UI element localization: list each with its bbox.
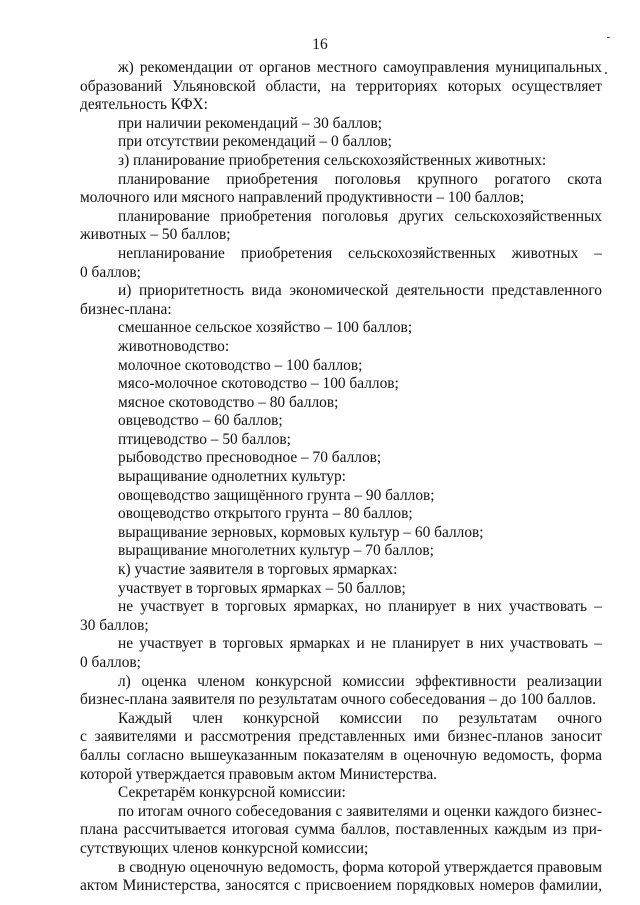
text-line: животных – 50 баллов; (80, 226, 231, 244)
page-number: 16 (312, 36, 328, 53)
text-line: не участвует в торговых ярмарках и не планирует в них участвовать – (118, 635, 602, 653)
text-line: Каждый член конкурсной комиссии по результатам очного (118, 709, 602, 727)
text-line: выращивание многолетних культур – 70 баллов; (118, 542, 434, 560)
text-line: по итогам очного собеседования с заявителями и оценки каждого бизнес- (118, 802, 602, 820)
document-body (80, 59, 602, 896)
scan-speck (607, 37, 610, 38)
text-line: бизнес-плана заявителя по результатам очного собеседования – до 100 баллов. (80, 691, 597, 709)
text-line: птицеводство – 50 баллов; (118, 430, 291, 448)
text-line: сутствующих членов конкурсной комиссии; (80, 839, 369, 857)
text-line: рыбоводство пресноводное – 70 баллов; (118, 449, 382, 467)
text-line: при наличии рекомендаций – 30 баллов; (118, 114, 383, 132)
text-line: 0 баллов; (80, 654, 141, 671)
text-line: мясо-молочное скотоводство – 100 баллов; (118, 375, 399, 393)
text-line: не участвует в торговых ярмарках, но планирует в них участвовать – (118, 598, 602, 616)
text-line: плана рассчитывается итоговая сумма баллов, поставленных каждым из при- (80, 821, 602, 839)
text-line: овощеводство защищённого грунта – 90 баллов; (118, 486, 435, 504)
text-line: овцеводство – 60 баллов; (118, 412, 283, 430)
text-line: мясное скотоводство – 80 баллов; (118, 393, 339, 411)
text-line: ж) рекомендации от органов местного самоуправления муниципальных (118, 59, 602, 76)
text-line: к) участие заявителя в торговых ярмарках: (118, 561, 398, 579)
text-line: в сводную оценочную ведомость, форма которой утверждается правовым (118, 858, 602, 876)
text-line: образований Ульяновской области, на территориях которых осуществляет (80, 77, 602, 95)
text-line: при отсутствии рекомендаций – 0 баллов; (118, 133, 392, 151)
text-line: смешанное сельское хозяйство – 100 баллов; (118, 319, 413, 337)
text-line: деятельность КФХ: (80, 96, 208, 114)
text-line: актом Министерства, заносятся с присвоением порядковых номеров фамилии, (80, 877, 602, 895)
text-line: и) приоритетность вида экономической деятельности представленного (118, 282, 602, 300)
text-line: планирование приобретения поголовья других сельскохозяйственных (118, 207, 602, 225)
text-line: с заявителями и рассмотрения представленных ими бизнес-планов заносит (80, 728, 602, 746)
text-line: непланирование приобретения сельскохозяйственных животных – (118, 244, 602, 262)
text-line: выращивание однолетних культур: (118, 468, 346, 486)
text-line: бизнес-плана: (80, 300, 172, 318)
text-line: участвует в торговых ярмарках – 50 баллов; (118, 579, 406, 597)
text-line: з) планирование приобретения сельскохозяйственных животных: (118, 151, 547, 169)
text-line: л) оценка членом конкурсной комиссии эффективности реализации (118, 672, 602, 690)
text-line: которой утверждается правовым актом Министерства. (80, 765, 438, 783)
text-line: планирование приобретения поголовья крупного рогатого скота (118, 170, 602, 188)
text-line: выращивание зерновых, кормовых культур – 60 баллов; (118, 523, 484, 541)
text-line: животноводство: (118, 337, 230, 355)
text-line: Секретарём конкурсной комиссии: (118, 784, 346, 802)
text-line: молочное скотоводство – 100 баллов; (118, 356, 363, 374)
text-line: 0 баллов; (80, 263, 141, 281)
text-line: овощеводство открытого грунта – 80 баллов; (118, 505, 413, 523)
text-line: 30 баллов; (80, 616, 149, 634)
scan-speck (605, 72, 607, 74)
text-line: баллы согласно вышеуказанным показателям в оценочную ведомость, форма (80, 746, 602, 764)
text-line: молочного или мясного направлений продуктивности – 100 баллов; (80, 189, 525, 207)
